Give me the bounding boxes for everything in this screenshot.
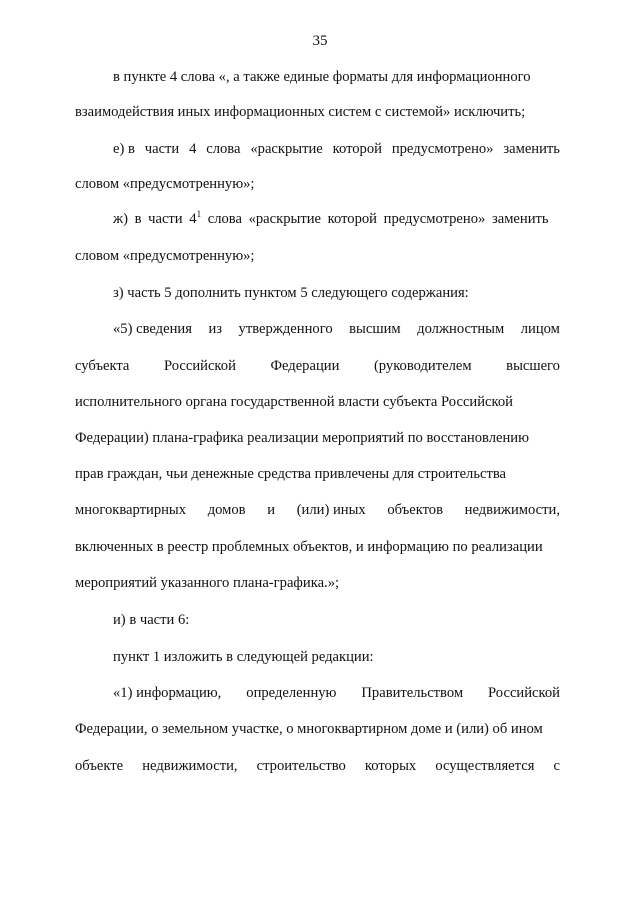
text-line-12: прав граждан, чьи денежные средства привлечены для строительства	[75, 466, 507, 482]
word: е) в	[113, 141, 135, 157]
word: недвижимости,	[464, 502, 560, 518]
text-line-7: з) часть 5 дополнить пунктом 5 следующего содержания:	[113, 285, 469, 301]
word: «раскрытие	[250, 141, 323, 157]
word: Российской	[163, 358, 236, 374]
word: недвижимости,	[142, 758, 238, 774]
word: части	[144, 141, 180, 157]
word: из	[208, 321, 223, 337]
word: строительство	[256, 758, 346, 774]
word: Федерации	[270, 358, 340, 374]
word: (или) иных	[296, 502, 366, 518]
text-line-8	[113, 320, 560, 338]
word: определенную	[246, 685, 337, 701]
text-fragment: слова «раскрытие которой предусмотрено» заменить	[201, 211, 549, 227]
word: которых	[364, 758, 417, 774]
word: «1) информацию,	[113, 685, 222, 701]
word: субъекта	[75, 358, 130, 374]
word: должностным	[417, 321, 505, 337]
word: лицом	[520, 321, 560, 337]
word: объекте	[75, 758, 124, 774]
word: высшим	[349, 321, 401, 337]
text-line-16: и) в части 6:	[113, 612, 190, 628]
word: «5) сведения	[113, 321, 192, 337]
word: (руководителем	[373, 358, 472, 374]
text-line-5	[113, 210, 560, 228]
word: утвержденного	[238, 321, 333, 337]
superscript: 1	[196, 209, 202, 220]
text-line-10: исполнительного органа государственной власти субъекта Российской	[75, 394, 513, 410]
text-line-3	[113, 140, 560, 158]
word: Российской	[488, 685, 560, 701]
word: с	[553, 758, 560, 774]
text-line-2: взаимодействия иных информационных систем с системой» исключить;	[75, 104, 526, 120]
text-line-15: мероприятий указанного плана-графика.»;	[75, 575, 340, 591]
text-fragment: ж) в части 4	[113, 211, 197, 227]
word: высшего	[506, 358, 560, 374]
word: которой	[332, 141, 382, 157]
text-line-17: пункт 1 изложить в следующей редакции:	[113, 649, 374, 665]
text-line-19: Федерации, о земельном участке, о многоквартирном доме и (или) об ином	[75, 721, 543, 737]
word: и	[267, 502, 276, 518]
text-line-9	[75, 357, 560, 375]
word: слова	[206, 141, 241, 157]
page-number: 35	[312, 33, 328, 49]
word: заменить	[503, 141, 560, 157]
text-line-20	[75, 757, 560, 775]
word: осуществляется	[435, 758, 535, 774]
word: предусмотрено»	[391, 141, 494, 157]
word: 4	[189, 141, 197, 157]
text-line-6: словом «предусмотренную»;	[75, 248, 255, 264]
text-line-4: словом «предусмотренную»;	[75, 176, 255, 192]
text-line-14: включенных в реестр проблемных объектов, и информацию по реализации	[75, 539, 543, 555]
word: Правительством	[361, 685, 464, 701]
text-line-13	[75, 501, 560, 519]
word: домов	[207, 502, 246, 518]
word: многоквартирных	[75, 502, 187, 518]
text-line-1: в пункте 4 слова «, а также единые форматы для информационного	[113, 69, 531, 85]
text-line-11: Федерации) плана-графика реализации мероприятий по восстановлению	[75, 430, 530, 446]
text-line-18	[113, 684, 560, 702]
word: объектов	[387, 502, 443, 518]
